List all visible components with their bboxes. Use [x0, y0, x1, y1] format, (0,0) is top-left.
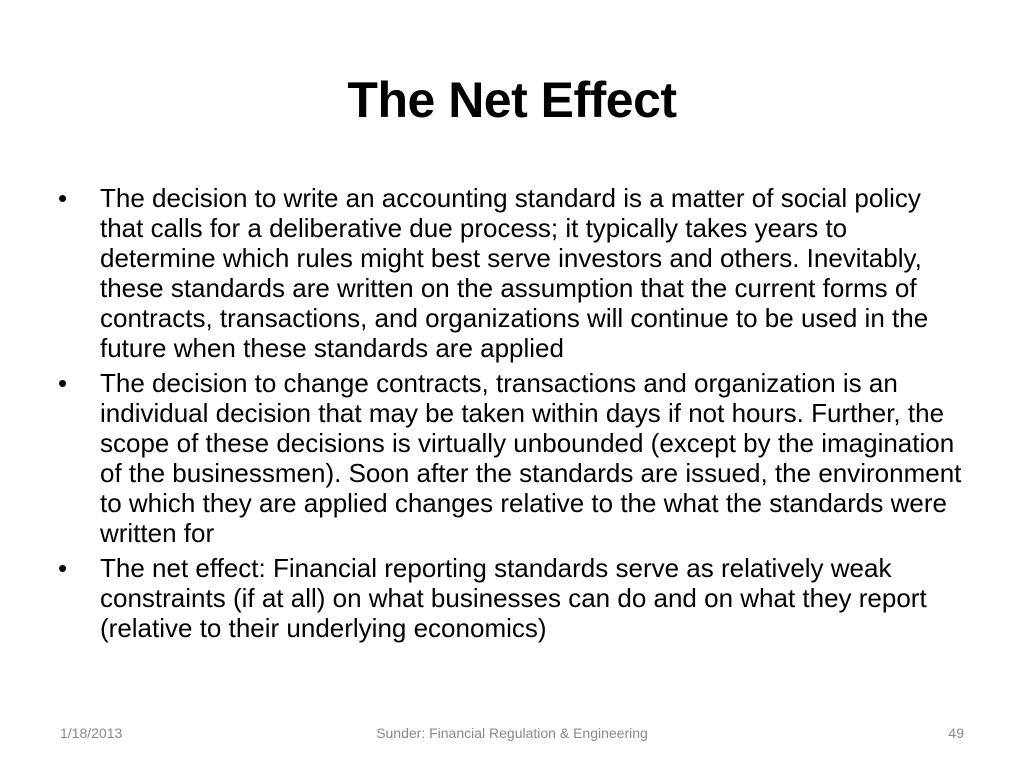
bullet-item: [56, 553, 966, 643]
footer-title: Sunder: Financial Regulation & Engineering: [376, 725, 648, 741]
page-number: 49: [948, 725, 964, 741]
bullet-marker: •: [58, 553, 68, 583]
bullet-item: [56, 183, 966, 363]
bullet-marker: •: [58, 183, 68, 213]
bullet-text: The net effect: Financial reporting standards serve as relatively weak constraints (if at all) on what businesses can do and on what they report (relative to their underlying economics): [100, 553, 927, 643]
bullet-list: [56, 183, 966, 648]
bullet-text: The decision to write an accounting standard is a matter of social policy that calls for a deliberative due process; it typically takes years to determine which rules might best serve investors and others. Inevitably, these standards are written on the assumption that the current forms of contracts, transactions, and organizations will continue to be used in the future when these standards are applied: [100, 183, 929, 363]
bullet-item: [56, 368, 966, 548]
bullet-marker: •: [58, 368, 68, 398]
bullet-text: The decision to change contracts, transactions and organization is an individual decision that may be taken within days if not hours. Further, the scope of these decisions is virtually unbounded (except by the imagination of the businessmen). Soon after the standards are issued, the environment to which they are applied changes relative to the what the standards were written for: [100, 368, 962, 548]
slide-title: The Net Effect: [347, 72, 677, 128]
footer-date: 1/18/2013: [60, 725, 123, 741]
